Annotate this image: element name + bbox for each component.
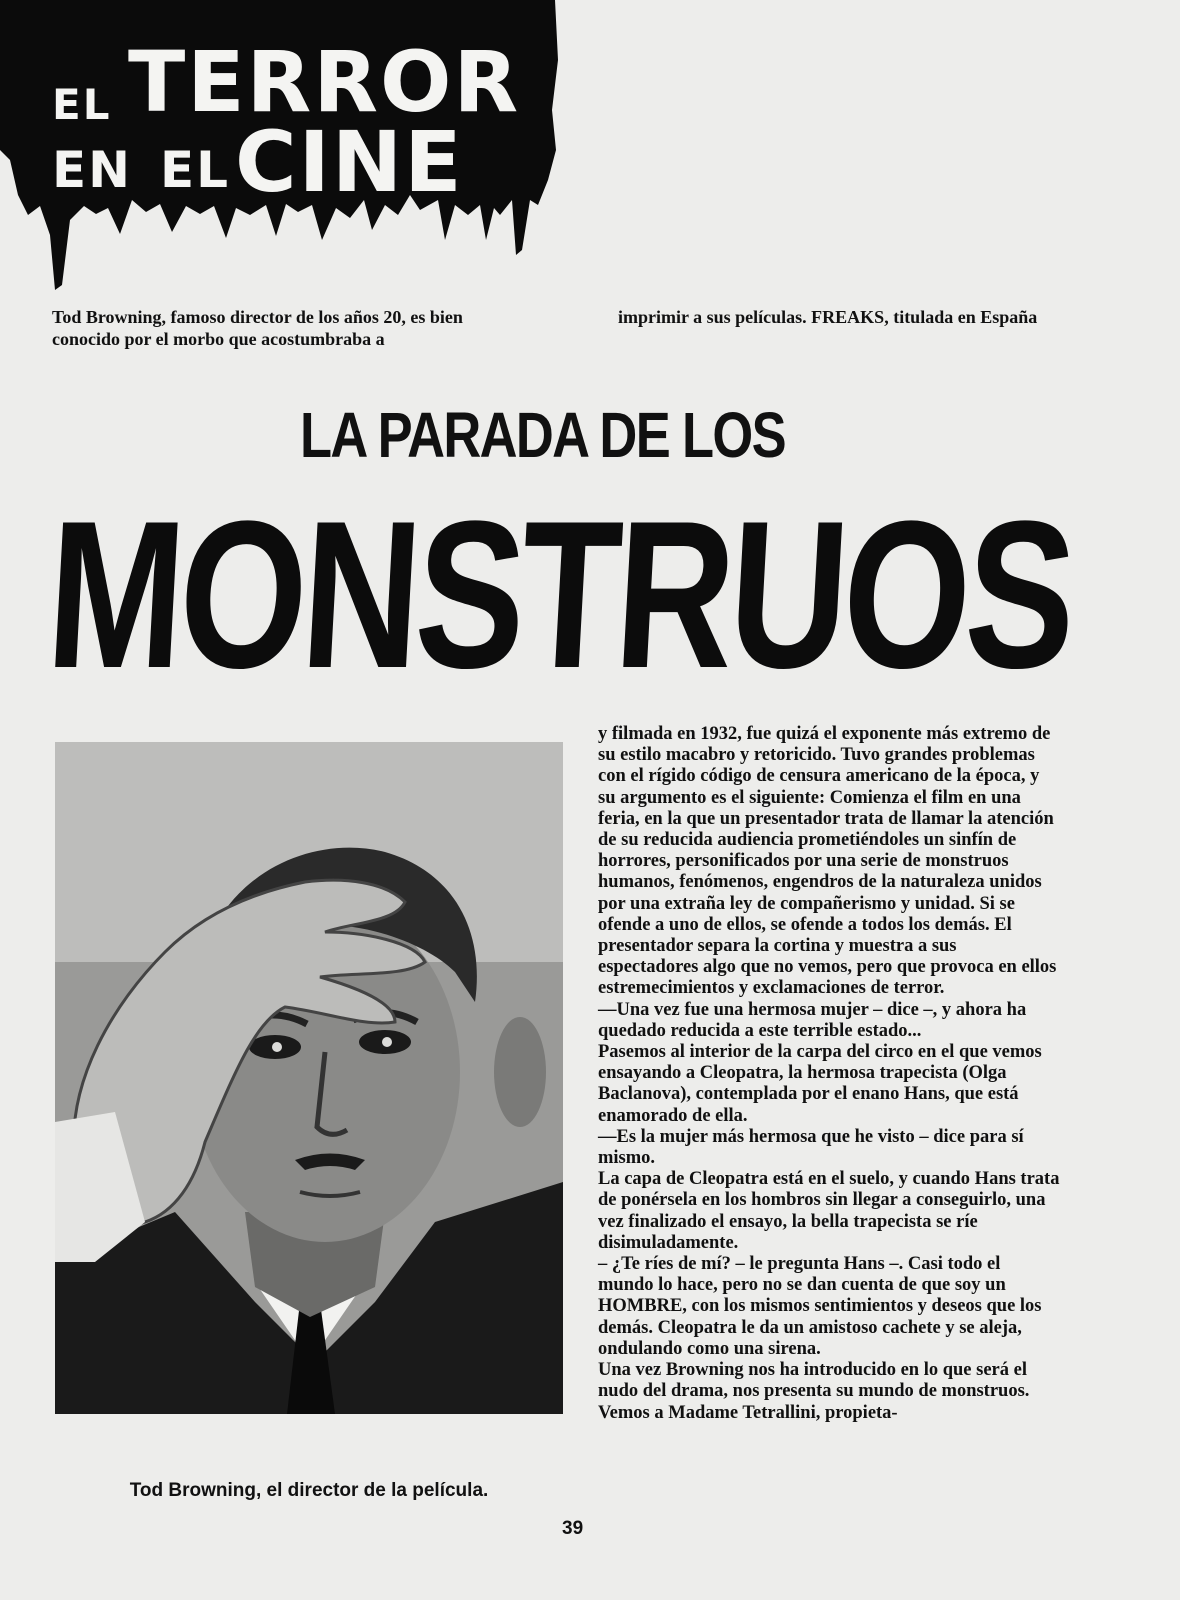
masthead-el-2: EL — [160, 141, 231, 199]
headline-title — [41, 470, 1078, 720]
body-paragraph: —Es la mujer más hermosa que he visto – dice para sí mismo. — [598, 1126, 1024, 1169]
portrait-illustration — [55, 742, 563, 1414]
article-body — [598, 724, 1060, 1424]
body-paragraph: – ¿Te ríes de mí? – le pregunta Hans –. Casi todo el mundo lo hace, pero no se dan cuenta de que soy un HOMBRE, con los mismos sentimientos y deseos que los demás. Cleopatra le da un amistoso cachete y se aleja, ondulando como una sirena. — [598, 1254, 1042, 1359]
masthead-terror: TERROR — [128, 33, 521, 131]
body-paragraph: La capa de Cleopatra está en el suelo, y cuando Hans trata de ponérsela en los hombros sin llegar a conseguirlo, una vez finalizado el ensayo, la bella trapecista se ríe disimuladamente. — [598, 1169, 1060, 1253]
portrait-photo — [55, 742, 563, 1414]
body-paragraph: Pasemos al interior de la carpa del circo en el que vemos ensayando a Cleopatra, la hermosa trapecista (Olga Baclanova), contemplada por el enano Hans, que está enamorado de ella. — [598, 1042, 1042, 1126]
headline-title-text: MONSTRUOS — [41, 477, 1078, 712]
masthead-en: EN — [52, 141, 133, 199]
headline-kicker: LA PARADA DE LOS — [300, 399, 785, 471]
body-paragraph: Una vez Browning nos ha introducido en lo que será el nudo del drama, nos presenta su mundo de monstruos. Vemos a Madame Tetrallini, propieta- — [598, 1360, 1030, 1423]
intro-right-column: imprimir a sus películas. FREAKS, titulada en España — [618, 307, 1038, 327]
masthead-cine: CINE — [235, 113, 464, 211]
photo-caption: Tod Browning, el director de la película. — [129, 1480, 489, 1501]
intro-left-column: Tod Browning, famoso director de los años 20, es bien conocido por el morbo que acostumbraba a — [52, 307, 463, 349]
page-number: 39 — [562, 1518, 584, 1539]
masthead — [0, 0, 560, 300]
masthead-el-1: EL — [52, 80, 112, 129]
body-paragraph: y filmada en 1932, fue quizá el exponente más extremo de su estilo macabro y retoricido. Tuvo grandes problemas con el rígido código de censura americano de la época, y su argumento es el siguiente: Comienza el film en una feria, en la que un presentador trata de llamar la atención de su reducida audiencia prometiéndoles un sinfín de horrores, personificados por una serie de monstruos humanos, fenómenos, engendros de la naturaleza unidos por una extraña ley de compañerismo y unidad. Si se ofende a uno de ellos, se ofende a todos los demás. El presentador separa la cortina y muestra a sus espectadores algo que no vemos, pero que provoca en ellos estremecimientos y exclamaciones de terror. — [598, 724, 1057, 999]
body-paragraph: —Una vez fue una hermosa mujer – dice –, y ahora ha quedado reducida a este terrible estado... — [598, 999, 1027, 1041]
